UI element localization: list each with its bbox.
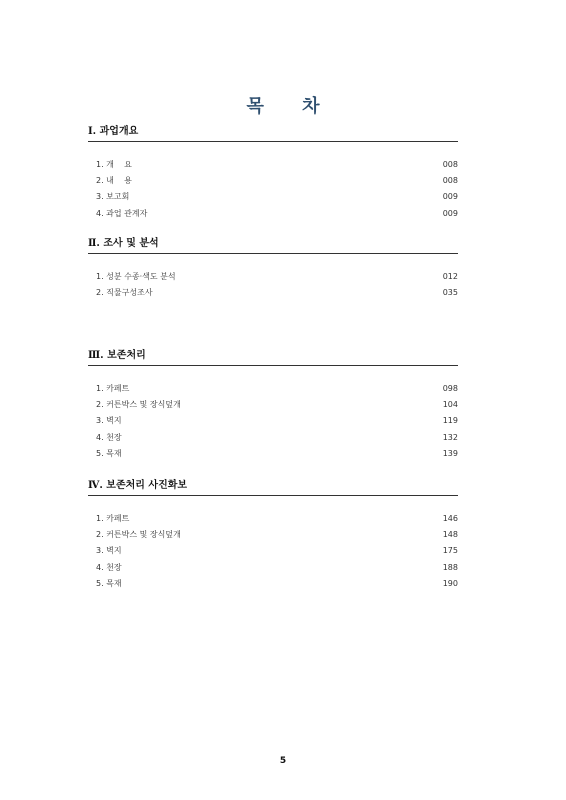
page-title: 목 차: [246, 96, 336, 117]
toc-item-page: 035: [442, 287, 458, 297]
section-heading: Ⅱ. 조사 및 분석: [88, 238, 458, 254]
toc-item-label: 2. 커튼박스 및 장식덮개: [96, 399, 181, 409]
toc-item[interactable]: [88, 575, 458, 591]
toc-item-page: 104: [442, 399, 458, 409]
toc-item-label: 1. 카페트: [96, 513, 130, 523]
toc-item-page: 008: [442, 175, 458, 185]
toc-item-page: 190: [442, 578, 458, 588]
toc-item[interactable]: [88, 413, 458, 429]
toc-list: [88, 510, 458, 591]
toc-item-page: 139: [442, 448, 458, 458]
toc-item-label: 1. 성분 수종·색도 분석: [96, 271, 176, 281]
toc-item-label: 2. 내 용: [96, 175, 132, 185]
toc-item-label: 4. 천장: [96, 432, 122, 442]
toc-item[interactable]: [88, 284, 458, 300]
toc-item[interactable]: [88, 172, 458, 188]
toc-item-label: 3. 보고회: [96, 192, 130, 202]
toc-item[interactable]: [88, 559, 458, 575]
page-number: 5: [279, 756, 287, 766]
toc-list: [88, 380, 458, 461]
toc-item-label: 5. 목재: [96, 578, 122, 588]
toc-item-page: 188: [442, 562, 458, 572]
toc-item-page: 012: [442, 271, 458, 281]
toc-section-3: [88, 350, 458, 461]
toc-item[interactable]: [88, 445, 458, 461]
toc-item[interactable]: [88, 543, 458, 559]
toc-section-4: [88, 480, 458, 591]
toc-item[interactable]: [88, 396, 458, 412]
toc-item-label: 3. 벽지: [96, 416, 122, 426]
toc-item-label: 4. 천장: [96, 562, 122, 572]
toc-item-page: 098: [442, 383, 458, 393]
toc-list: [88, 156, 458, 221]
toc-item-page: 119: [442, 416, 458, 426]
toc-item-page: 146: [442, 513, 458, 523]
section-heading: Ⅰ. 과업개요: [88, 126, 458, 142]
toc-item-label: 2. 직물구성조사: [96, 287, 153, 297]
toc-item-page: 008: [442, 159, 458, 169]
toc-item[interactable]: [88, 268, 458, 284]
toc-item-page: 132: [442, 432, 458, 442]
toc-item-page: 175: [442, 546, 458, 556]
toc-item[interactable]: [88, 510, 458, 526]
toc-item-page: 148: [442, 529, 458, 539]
toc-item[interactable]: [88, 380, 458, 396]
toc-section-2: [88, 238, 458, 301]
toc-item[interactable]: [88, 429, 458, 445]
toc-list: [88, 268, 458, 301]
toc-item-label: 1. 카페트: [96, 383, 130, 393]
toc-item[interactable]: [88, 205, 458, 221]
toc-item-page: 009: [442, 208, 458, 218]
toc-item-label: 2. 커튼박스 및 장식덮개: [96, 529, 181, 539]
toc-item-label: 1. 개 요: [96, 159, 132, 169]
toc-item-page: 009: [442, 192, 458, 202]
toc-item-label: 5. 목재: [96, 448, 122, 458]
section-heading: Ⅲ. 보존처리: [88, 350, 458, 366]
toc-item-label: 4. 과업 관계자: [96, 208, 148, 218]
section-heading: Ⅳ. 보존처리 사진화보: [88, 480, 458, 496]
toc-section-1: [88, 126, 458, 221]
toc-item[interactable]: [88, 156, 458, 172]
toc-item[interactable]: [88, 526, 458, 542]
toc-item[interactable]: [88, 189, 458, 205]
toc-item-label: 3. 벽지: [96, 546, 122, 556]
